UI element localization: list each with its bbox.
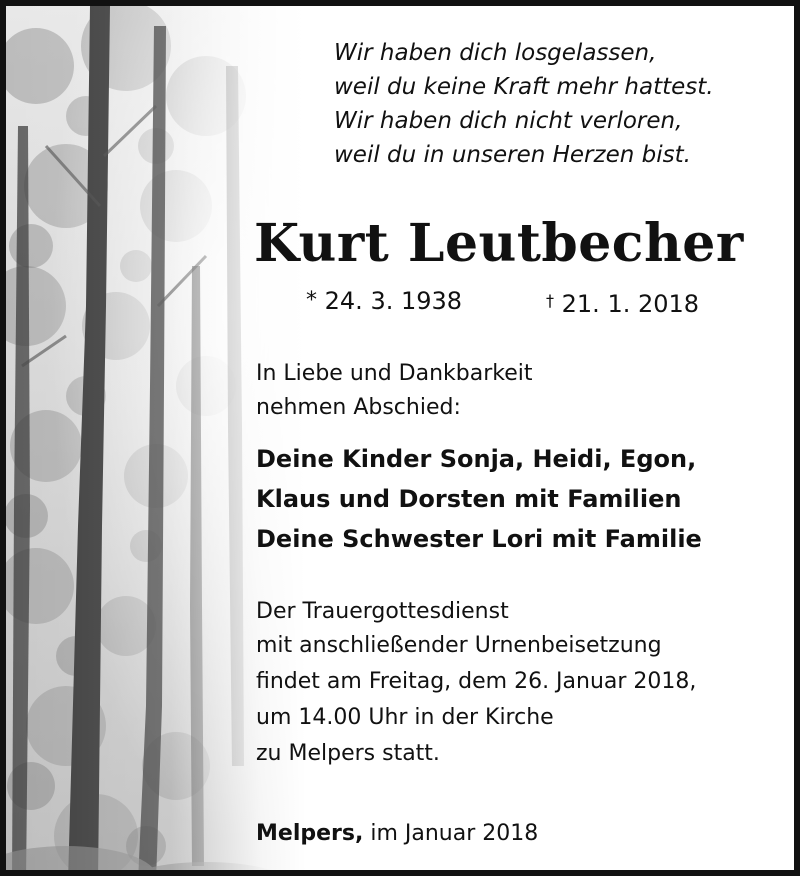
farewell-intro-line: nehmen Abschied: <box>256 395 461 420</box>
mourner-line: Klaus und Dorsten mit Familien <box>256 485 682 513</box>
service-line: mit anschließender Urnenbeisetzung <box>256 633 662 658</box>
birth-date: 24. 3. 1938 <box>324 287 463 315</box>
closing-date: im Januar 2018 <box>370 821 539 846</box>
notice-text <box>6 6 800 876</box>
mourner-line: Deine Kinder Sonja, Heidi, Egon, <box>256 445 697 473</box>
service-line: um 14.00 Uhr in der Kirche <box>256 705 554 730</box>
birth-star-icon: * <box>306 288 317 313</box>
deceased-name: Kurt Leutbecher <box>254 213 744 274</box>
farewell-intro-line: In Liebe und Dankbarkeit <box>256 361 533 386</box>
death-date-line <box>546 286 699 319</box>
closing-line <box>256 818 538 850</box>
service-line: zu Melpers statt. <box>256 741 440 766</box>
birth-date-line <box>306 286 462 316</box>
poem-line: Wir haben dich losgelassen, <box>334 40 657 66</box>
service-line: findet am Freitag, dem 26. Januar 2018, <box>256 669 697 694</box>
mourner-line: Deine Schwester Lori mit Familie <box>256 525 702 553</box>
poem-line: weil du keine Kraft mehr hattest. <box>334 74 714 100</box>
poem-line: Wir haben dich nicht verloren, <box>334 108 683 134</box>
poem-line: weil du in unseren Herzen bist. <box>334 142 691 168</box>
death-cross-icon: † <box>546 291 554 310</box>
closing-place: Melpers, <box>256 821 364 846</box>
service-line: Der Trauergottesdienst <box>256 599 509 624</box>
death-date: 21. 1. 2018 <box>561 290 700 318</box>
